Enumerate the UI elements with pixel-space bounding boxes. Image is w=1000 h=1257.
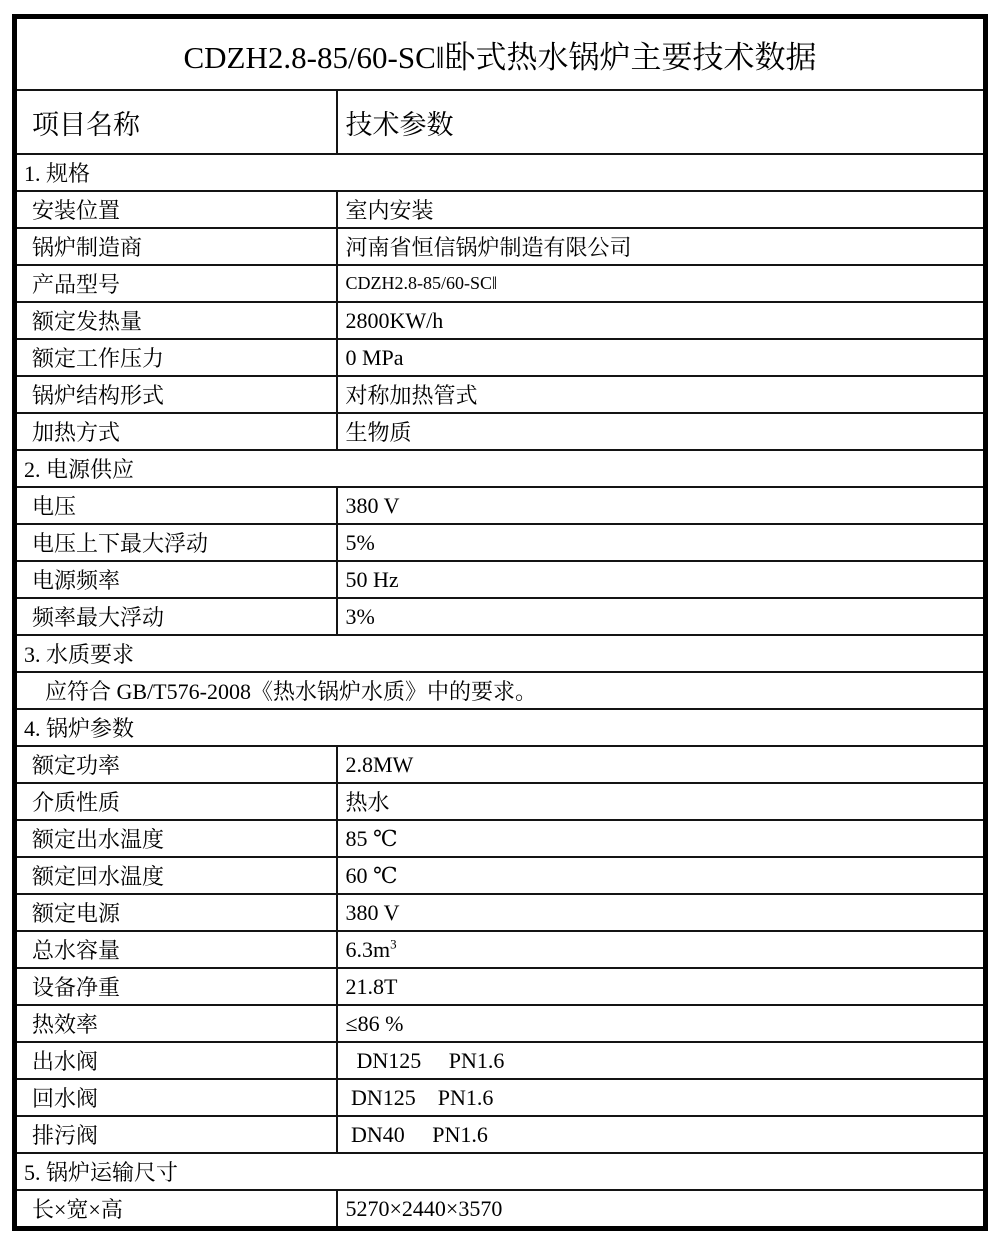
table-row [15, 857, 986, 894]
row-label: 总水容量 [15, 931, 337, 968]
row-value: DN125 PN1.6 [345, 1084, 494, 1110]
row-value: 对称加热管式 [345, 383, 478, 408]
section-header-label: 5. 锅炉运输尺寸 [15, 1153, 986, 1190]
section-header-label: 2. 电源供应 [15, 450, 986, 487]
table-row [15, 376, 986, 413]
table-row [15, 302, 986, 339]
row-value-cell [337, 1005, 986, 1042]
table-row [15, 783, 986, 820]
row-label: 介质性质 [15, 783, 337, 820]
title-row [15, 17, 986, 91]
note-text: 应符合 GB/T576-2008《热水锅炉水质》中的要求。 [15, 672, 986, 709]
row-value: 热水 [345, 790, 390, 815]
row-label: 额定发热量 [15, 302, 337, 339]
row-value: 50 Hz [345, 566, 399, 592]
section-row [15, 1153, 986, 1190]
section-row [15, 635, 986, 672]
row-value-cell [337, 228, 986, 265]
row-value: 380 V [345, 899, 400, 925]
table-row [15, 1005, 986, 1042]
row-value: 2800KW/h [345, 307, 444, 333]
table-row [15, 894, 986, 931]
section-header-label: 1. 规格 [15, 154, 986, 191]
row-value: 380 V [345, 492, 400, 518]
row-value: DN40 PN1.6 [345, 1121, 488, 1147]
table-body [15, 17, 986, 1229]
table-row [15, 524, 986, 561]
row-value: CDZH2.8-85/60-SC‖ [345, 273, 498, 293]
section-header-label: 3. 水质要求 [15, 635, 986, 672]
row-label: 安装位置 [15, 191, 337, 228]
row-label: 额定工作压力 [15, 339, 337, 376]
row-value-cell [337, 561, 986, 598]
row-value-cell [337, 857, 986, 894]
row-value-cell [337, 376, 986, 413]
table-row [15, 968, 986, 1005]
row-label: 出水阀 [15, 1042, 337, 1079]
row-value: 2.8MW [345, 751, 414, 777]
table-row [15, 413, 986, 450]
row-value-cell [337, 598, 986, 635]
section-row [15, 709, 986, 746]
row-value: 3% [345, 603, 375, 629]
row-value-cell [337, 1042, 986, 1079]
row-label: 电压 [15, 487, 337, 524]
table-row [15, 931, 986, 968]
page-title: CDZH2.8-85/60-SC‖卧式热水锅炉主要技术数据 [15, 17, 986, 91]
row-value-cell [337, 1190, 986, 1229]
row-label: 额定回水温度 [15, 857, 337, 894]
row-value-cell [337, 524, 986, 561]
row-value-cell [337, 413, 986, 450]
row-value-cell [337, 487, 986, 524]
row-value-cell [337, 968, 986, 1005]
row-value: 5% [345, 529, 375, 555]
row-label: 加热方式 [15, 413, 337, 450]
table-row [15, 265, 986, 302]
row-label: 锅炉制造商 [15, 228, 337, 265]
row-value: 0 MPa [345, 344, 404, 370]
section-header-label: 4. 锅炉参数 [15, 709, 986, 746]
row-value: 室内安装 [345, 198, 434, 223]
table-row [15, 1042, 986, 1079]
table-row [15, 191, 986, 228]
row-label: 额定出水温度 [15, 820, 337, 857]
row-value-cell [337, 894, 986, 931]
row-value-cell [337, 746, 986, 783]
row-value-cell [337, 783, 986, 820]
section-row [15, 450, 986, 487]
row-value: DN125 PN1.6 [345, 1047, 505, 1073]
row-label: 额定电源 [15, 894, 337, 931]
table-row [15, 1079, 986, 1116]
row-label: 锅炉结构形式 [15, 376, 337, 413]
row-value: 河南省恒信锅炉制造有限公司 [345, 235, 632, 260]
table-row [15, 820, 986, 857]
row-value-cell [337, 191, 986, 228]
row-value: ≤86 % [345, 1010, 404, 1036]
row-value: 6.3m [345, 936, 391, 962]
column-header-row [15, 90, 986, 154]
row-value-cell [337, 1116, 986, 1153]
boiler-data-table [12, 14, 988, 1231]
table-row [15, 487, 986, 524]
table-row [15, 598, 986, 635]
row-label: 热效率 [15, 1005, 337, 1042]
table-row [15, 339, 986, 376]
table-row [15, 561, 986, 598]
row-value-cell [337, 931, 986, 968]
note-row [15, 672, 986, 709]
row-value-cell [337, 265, 986, 302]
table-row [15, 1116, 986, 1153]
row-value-cell [337, 820, 986, 857]
table-row [15, 228, 986, 265]
column-header-item-name: 项目名称 [15, 90, 337, 154]
table-row [15, 746, 986, 783]
table-row [15, 1190, 986, 1229]
row-value: 60 ℃ [345, 862, 398, 888]
row-value-cell [337, 302, 986, 339]
row-value: 85 ℃ [345, 825, 398, 851]
row-value-cell [337, 339, 986, 376]
row-label: 排污阀 [15, 1116, 337, 1153]
row-label: 频率最大浮动 [15, 598, 337, 635]
row-label: 电源频率 [15, 561, 337, 598]
row-label: 设备净重 [15, 968, 337, 1005]
row-value: 5270×2440×3570 [345, 1195, 503, 1221]
row-value-cell [337, 1079, 986, 1116]
column-header-tech-params: 技术参数 [337, 90, 986, 154]
row-value: 21.8T [345, 973, 398, 999]
row-value: 生物质 [345, 420, 412, 445]
row-label: 回水阀 [15, 1079, 337, 1116]
row-value-superscript: 3 [390, 936, 397, 952]
row-label: 额定功率 [15, 746, 337, 783]
row-label: 产品型号 [15, 265, 337, 302]
section-row [15, 154, 986, 191]
row-label: 长×宽×高 [15, 1190, 337, 1229]
row-label: 电压上下最大浮动 [15, 524, 337, 561]
